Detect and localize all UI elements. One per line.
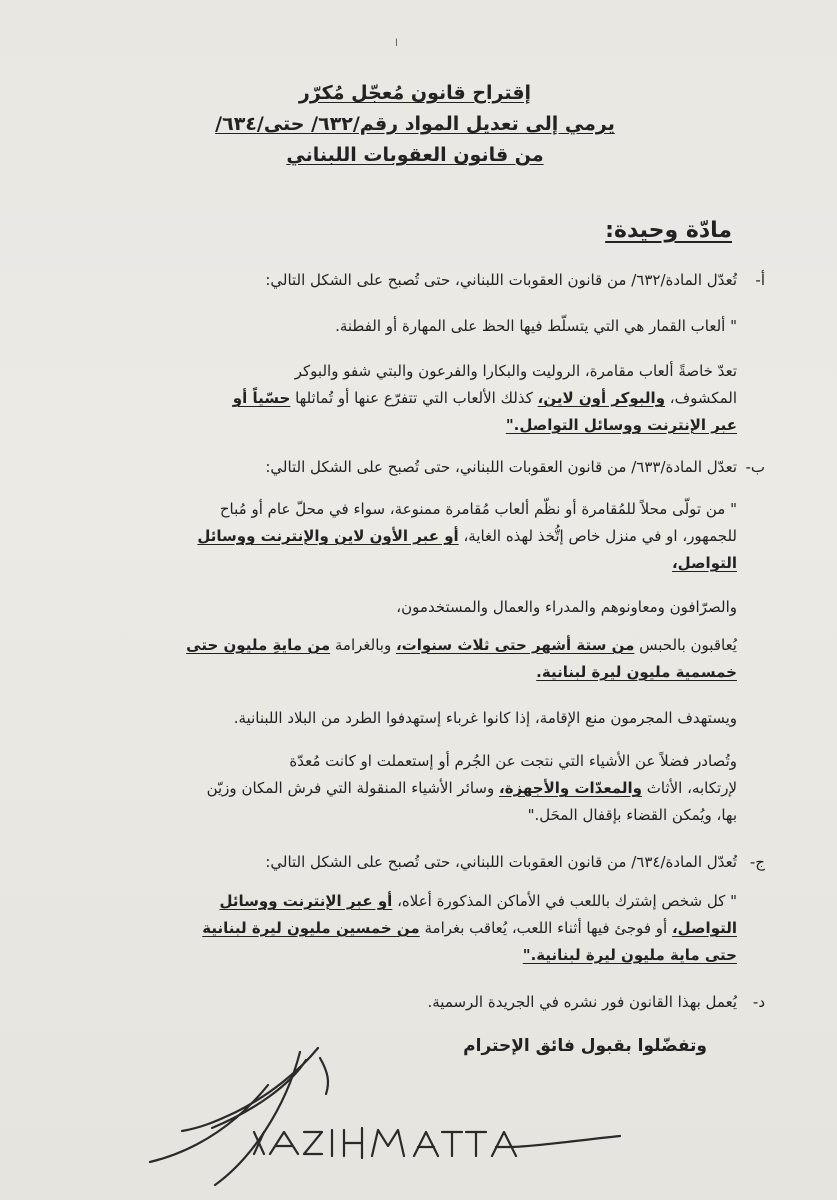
text-run-emphasis: من خمسين مليون ليرة لبنانية xyxy=(202,919,420,937)
section-c-paragraph-1 xyxy=(78,888,737,969)
signature-stroke xyxy=(150,1085,268,1162)
section-b-paragraph-1 xyxy=(78,496,737,577)
section-b-p1-line-1: " من تولّى محلاً للمُقامرة أو نظّم ألعاب مُقامرة ممنوعة، سواء في محلّ عام أو مُباح xyxy=(219,500,737,518)
section-a xyxy=(78,268,765,293)
section-b-p2: والصرّافون ومعاونوهم والمدراء والعمال والمستخدمون، xyxy=(396,598,737,616)
text-run-emphasis: والبوكر أون لاين، xyxy=(537,389,666,407)
section-b-paragraph-2 xyxy=(78,594,737,621)
text-run-emphasis: حسّياً أو xyxy=(232,389,291,407)
section-b-p1-line-2 xyxy=(78,523,737,550)
text-run: " كل شخص إشترك باللعب في الأماكن المذكورة أعلاه، xyxy=(392,892,737,910)
text-run: لإرتكابه، الأثاث xyxy=(641,779,737,797)
text-run-emphasis: من مايةِ مليون حتى xyxy=(186,636,331,654)
section-a-p2-line-2 xyxy=(78,385,737,412)
section-c xyxy=(78,850,765,875)
text-run: وبالغرامة xyxy=(330,636,396,654)
signature-stroke xyxy=(212,1060,306,1128)
title-line-3: من قانون العقوبات اللبناني xyxy=(286,144,544,166)
section-b-marker: ب- xyxy=(745,458,765,476)
closing-salutation: وتفضّلوا بقبول فائق الإحترام xyxy=(463,1036,707,1056)
section-b-intro: تعدّل المادة/٦٣٣/ من قانون العقوبات اللبناني، حتى تُصبح على الشكل التالي: xyxy=(265,458,737,476)
text-run: المكشوف، xyxy=(665,389,737,407)
text-run: للجمهور، او في منزل خاص إتُّخذ لهذه الغاية، xyxy=(458,527,737,545)
section-b-p3-line-2: خمسمية مليون ليرة لبنانية. xyxy=(536,663,737,681)
section-b-p5-line-1: وتُصادر فضلاً عن الأشياء التي نتجت عن الجُرم أو إستعملت او كانت مُعدّة xyxy=(289,752,737,770)
section-b-p4: ويستهدف المجرمون منع الإقامة، إذا كانوا غرباء إستهدفوا الطرد من البلاد اللبنانية. xyxy=(233,709,737,727)
title-line-1: إقتراح قانون مُعجّل مُكرّر xyxy=(298,82,532,104)
section-d-marker: د- xyxy=(752,993,765,1011)
section-a-marker: أ- xyxy=(755,271,765,289)
section-c-p1-line-3: حتى ماية مليون ليرة لبنانية." xyxy=(522,946,737,964)
text-run-emphasis: والمعدّات والأجهزة، xyxy=(499,779,642,797)
signature-stroke xyxy=(492,1132,620,1156)
section-b-paragraph-3 xyxy=(78,632,737,686)
text-run: وسائر الأشياء المنقولة التي فرش المكان وزيّن xyxy=(206,779,500,797)
section-b-paragraph-5 xyxy=(78,748,737,829)
signature-stroke xyxy=(254,1132,264,1154)
signature-stroke xyxy=(182,1048,318,1131)
section-a-intro: تُعدّل المادة/٦٣٢/ من قانون العقوبات اللبناني، حتى تُصبح على الشكل التالي: xyxy=(265,271,737,289)
signature-stroke xyxy=(372,1130,404,1156)
section-b-p3-line-1 xyxy=(78,632,737,659)
signature-stroke xyxy=(270,1132,298,1154)
text-run-emphasis: التواصل، xyxy=(671,919,737,937)
section-a-p2-line-1: تعدّ خاصةً ألعاب مقامرة، الروليت والبكارا والفرعون والبتي شفو والبوكر xyxy=(294,362,737,380)
document-title xyxy=(150,78,680,171)
signature-stroke xyxy=(442,1132,462,1156)
section-d-text: يُعمل بهذا القانون فور نشره في الجريدة الرسمية. xyxy=(427,993,737,1011)
section-c-intro: تُعدّل المادة/٦٣٤/ من قانون العقوبات اللبناني، حتى تُصبح على الشكل التالي: xyxy=(265,853,737,871)
section-a-paragraph-2 xyxy=(78,358,737,439)
article-heading: مادّة وحيدة: xyxy=(605,218,732,243)
section-c-marker: ج- xyxy=(749,853,765,871)
page-mark: ا xyxy=(395,38,398,49)
section-a-p2-line-3: عبر الإنترنت ووسائل التواصل." xyxy=(505,416,737,434)
section-c-p1-line-2 xyxy=(78,915,737,942)
section-b-paragraph-4 xyxy=(78,705,737,732)
text-run: أو فوجئ فيها أثناء اللعب، يُعاقب بغرامة xyxy=(419,919,672,937)
section-a-paragraph-1 xyxy=(78,313,737,340)
signature-stroke xyxy=(320,1058,328,1094)
section-a-p1: " ألعاب القمار هي التي يتسلّط فيها الحظ على المهارة أو الفطنة. xyxy=(335,317,737,335)
signature-stroke xyxy=(215,1052,300,1185)
section-c-p1-line-1 xyxy=(78,888,737,915)
text-run: كذلك الألعاب التي تتفرّع عنها أو تُماثلها xyxy=(290,389,538,407)
text-run-emphasis: أو عبر الإنترنت ووسائل xyxy=(219,892,393,910)
signature-stroke xyxy=(344,1128,362,1158)
signature-stroke xyxy=(304,1132,322,1154)
text-run: يُعاقبون بالحبس xyxy=(634,636,737,654)
text-run-emphasis: من ستة أشهر حتى ثلاث سنوات، xyxy=(395,636,635,654)
signature-stroke xyxy=(466,1132,486,1156)
section-b xyxy=(78,455,765,480)
section-d xyxy=(78,990,765,1015)
section-b-p5-line-3: بها، ويُمكن القضاء بإقفال المحَل." xyxy=(527,806,737,824)
text-run-emphasis: أو عبر الأون لاين والإنترنت ووسائل xyxy=(197,527,459,545)
section-b-p5-line-2 xyxy=(78,775,737,802)
title-line-2: يرمي إلى تعديل المواد رقم/٦٣٢/ حتى/٦٣٤/ xyxy=(215,113,615,135)
section-b-p1-line-3: التواصل، xyxy=(671,554,737,572)
signature-stroke xyxy=(414,1132,438,1156)
